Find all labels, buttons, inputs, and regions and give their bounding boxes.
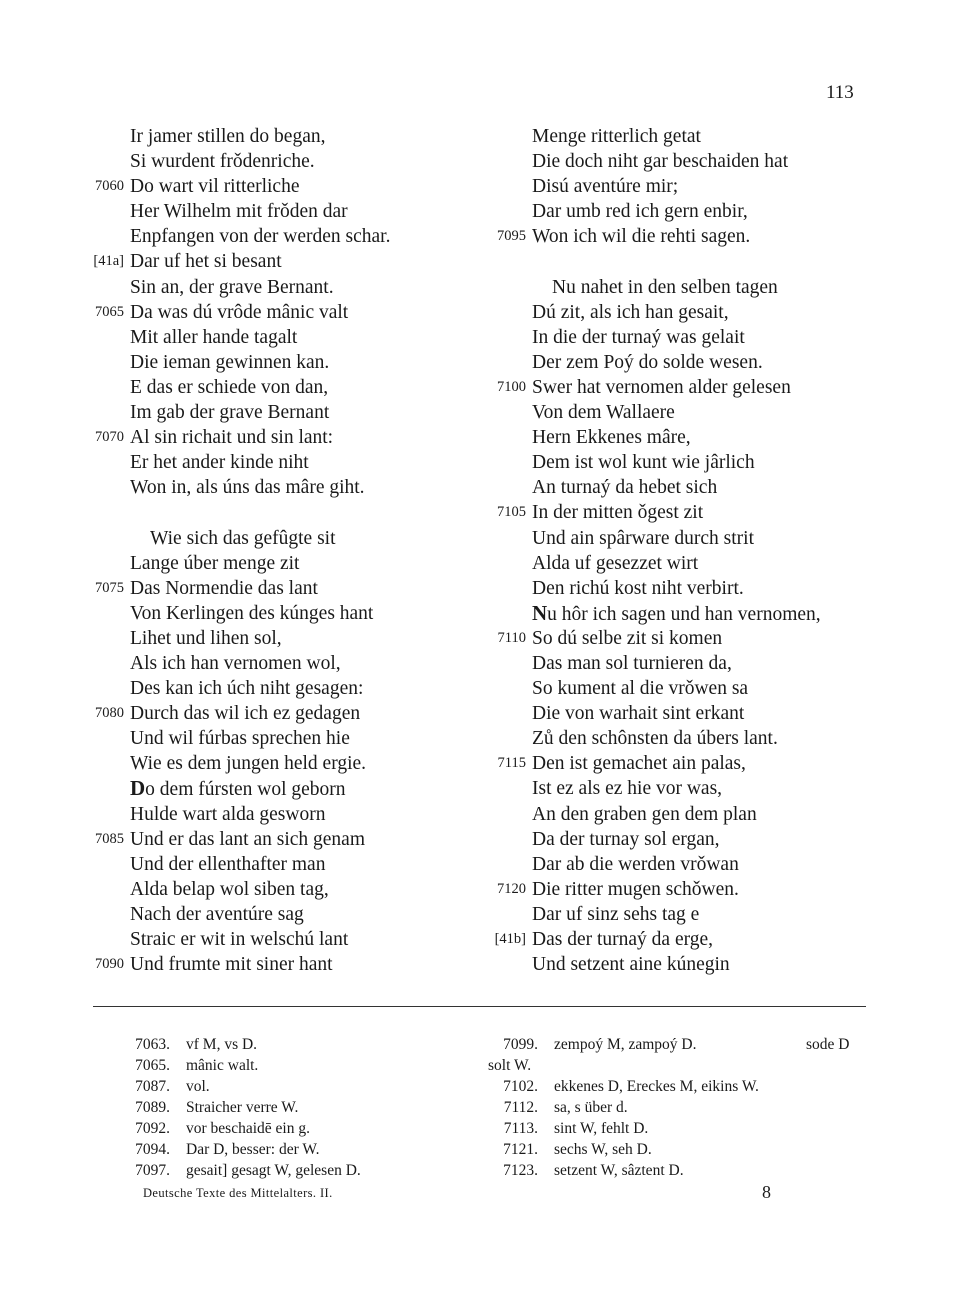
line-number: 7060 bbox=[95, 178, 124, 195]
verse-body: So kument al die vrǒwen sa bbox=[532, 678, 749, 700]
verse-text bbox=[532, 551, 698, 576]
verse-line bbox=[80, 249, 510, 274]
verse-line bbox=[80, 651, 510, 676]
verse-line bbox=[482, 601, 912, 626]
footnote-text: vor beschaidē ein g. bbox=[186, 1120, 310, 1137]
verse-text bbox=[150, 526, 336, 551]
verse-line bbox=[482, 224, 912, 249]
footnote-rule bbox=[93, 1006, 866, 1007]
verse-text bbox=[130, 776, 346, 802]
verse-body: Da der turnay sol ergan, bbox=[532, 828, 720, 850]
verse-body: Won in, als úns das mâre giht. bbox=[130, 477, 365, 499]
verse-body: Nu nahet in den selben tagen bbox=[552, 276, 778, 298]
verse-text bbox=[532, 325, 745, 350]
verse-text bbox=[130, 802, 325, 827]
footnote bbox=[120, 1076, 500, 1097]
verse-body: Straic er wit in welschú lant bbox=[130, 929, 349, 950]
verse-text bbox=[532, 751, 746, 776]
footnote bbox=[488, 1097, 868, 1118]
verse-line bbox=[482, 249, 912, 274]
verse-text bbox=[130, 375, 328, 400]
verse-body: Dar uf sinz sehs tag e bbox=[532, 903, 700, 925]
verse-line bbox=[482, 526, 912, 551]
verse-line bbox=[482, 325, 912, 350]
verse-body: Und wil fúrbas sprechen hie bbox=[130, 728, 350, 750]
verse-line bbox=[80, 827, 510, 852]
verse-body: Von Kerlingen des kúnges hant bbox=[130, 602, 374, 624]
verse-text bbox=[532, 726, 778, 751]
verse-line bbox=[80, 751, 510, 776]
verse-line bbox=[80, 224, 510, 249]
verse-text bbox=[130, 325, 297, 350]
verse-text bbox=[532, 902, 699, 927]
verse-line bbox=[80, 526, 510, 551]
verse-text bbox=[130, 827, 365, 852]
line-number: [41b] bbox=[494, 931, 526, 947]
verse-line bbox=[80, 676, 510, 701]
verse-text bbox=[532, 526, 754, 551]
verse-line bbox=[482, 450, 912, 475]
verse-body: Lihet und lihen sol, bbox=[130, 627, 282, 649]
verse-line bbox=[482, 776, 912, 801]
verse-text bbox=[130, 450, 309, 475]
verse-line bbox=[80, 576, 510, 601]
verse-body: Dú zit, als ich han gesait, bbox=[532, 301, 729, 323]
footnote-text: gesait] gesagt W, gelesen D. bbox=[186, 1162, 361, 1179]
verse-text bbox=[130, 475, 365, 500]
verse-line bbox=[482, 902, 912, 927]
verse-text bbox=[130, 149, 315, 174]
verse-line bbox=[80, 626, 510, 651]
verse-text bbox=[130, 199, 348, 224]
verse-line bbox=[482, 174, 912, 199]
verse-body: Zů den schônsten da úbers lant. bbox=[532, 728, 778, 750]
verse-line bbox=[482, 827, 912, 852]
verse-body: Und setzent aine kúnegin bbox=[532, 954, 730, 976]
verse-line bbox=[482, 375, 912, 400]
verse-body: Und er das lant an sich genam bbox=[130, 828, 366, 850]
verse-initial: N bbox=[532, 600, 548, 625]
verse-initial: D bbox=[130, 776, 146, 801]
notes-left-column bbox=[120, 1034, 500, 1181]
verse-text bbox=[130, 350, 329, 375]
verse-line bbox=[80, 902, 510, 927]
verse-line bbox=[80, 400, 510, 425]
verse-text bbox=[532, 626, 722, 651]
verse-body: Alda belap wol siben tag, bbox=[130, 878, 329, 900]
footnote bbox=[488, 1160, 868, 1181]
line-number: 7115 bbox=[497, 755, 526, 772]
footnote-text: mânic walt. bbox=[186, 1057, 259, 1074]
verse-body: Enpfangen von der werden schar. bbox=[130, 226, 391, 248]
verse-body: Das Normendie das lant bbox=[130, 577, 318, 599]
verse-text bbox=[130, 902, 304, 927]
verse-line bbox=[482, 877, 912, 902]
verse-line bbox=[482, 927, 912, 952]
verse-body: Und der ellenthafter man bbox=[130, 853, 326, 875]
verse-text bbox=[532, 827, 720, 852]
verse-line bbox=[80, 124, 510, 149]
verse-text bbox=[532, 300, 729, 325]
verse-body: An den graben gen dem plan bbox=[532, 803, 757, 825]
footnote-number: 7097. bbox=[135, 1162, 170, 1179]
verse-text bbox=[552, 275, 778, 300]
footnote-text: sa, s über d. bbox=[554, 1099, 628, 1116]
verse-body: Won ich wil die rehti sagen. bbox=[532, 226, 751, 248]
verse-text bbox=[130, 400, 329, 425]
verse-text bbox=[130, 300, 348, 325]
footnote-text: sint W, fehlt D. bbox=[554, 1120, 649, 1137]
footnote-text: zempoý M, zampoý D. bbox=[554, 1036, 697, 1053]
verse-body: In der mitten ǒgest zit bbox=[532, 502, 704, 524]
verse-body: Al sin richait und sin lant: bbox=[130, 427, 334, 449]
verse-line bbox=[482, 701, 912, 726]
verse-text bbox=[532, 651, 732, 676]
verse-text bbox=[130, 676, 363, 701]
verse-text bbox=[532, 475, 717, 500]
verse-text bbox=[130, 751, 366, 776]
verse-text bbox=[532, 701, 744, 726]
footnote-text: sechs W, seh D. bbox=[554, 1141, 652, 1158]
series-title: Deutsche Texte des Mittelalters. II. bbox=[143, 1186, 333, 1200]
signature-mark: 8 bbox=[762, 1182, 771, 1202]
verse-line bbox=[80, 174, 510, 199]
verse-text bbox=[532, 927, 713, 952]
verse-body: Swer hat vernomen alder gelesen bbox=[532, 376, 791, 398]
verse-body: Lange úber menge zit bbox=[130, 552, 300, 574]
footnote bbox=[120, 1097, 500, 1118]
line-number: 7090 bbox=[95, 956, 124, 973]
footnote bbox=[120, 1118, 500, 1139]
line-number: 7100 bbox=[497, 378, 526, 395]
verse-text bbox=[532, 350, 763, 375]
verse-line bbox=[80, 776, 510, 801]
verse-line bbox=[80, 952, 510, 977]
footnote-text: Dar D, besser: der W. bbox=[186, 1141, 320, 1158]
verse-text bbox=[130, 174, 299, 199]
verse-text bbox=[130, 275, 334, 300]
verse-line bbox=[482, 475, 912, 500]
verse-body: Das der turnaý da erge, bbox=[532, 929, 714, 950]
line-number: 7070 bbox=[95, 429, 124, 446]
verse-line bbox=[482, 626, 912, 651]
verse-body: Und ain spârware durch strit bbox=[532, 527, 755, 549]
footnote bbox=[120, 1055, 500, 1076]
verse-body: Der zem Poý do solde wesen. bbox=[532, 351, 763, 373]
verse-body: Wie es dem jungen held ergie. bbox=[130, 753, 367, 775]
verse-line bbox=[482, 425, 912, 450]
verse-line bbox=[482, 199, 912, 224]
verse-body: Menge ritterlich getat bbox=[532, 126, 701, 147]
verse-body: Her Wilhelm mit frǒden dar bbox=[130, 201, 348, 223]
verse-body: Do wart vil ritterliche bbox=[130, 176, 300, 198]
footnote bbox=[120, 1160, 500, 1181]
verse-line bbox=[482, 651, 912, 676]
verse-line bbox=[482, 275, 912, 300]
verse-line bbox=[80, 601, 510, 626]
verse-body: Durch das wil ich ez gedagen bbox=[130, 703, 361, 725]
verse-line bbox=[482, 952, 912, 977]
verse-text bbox=[130, 952, 333, 977]
verse-text bbox=[130, 701, 360, 726]
verse-body: Die von warhait sint erkant bbox=[532, 703, 745, 725]
page-number: 113 bbox=[826, 82, 854, 103]
verse-body: Disú aventúre mir; bbox=[532, 176, 679, 198]
footnote bbox=[488, 1034, 868, 1055]
verse-text bbox=[130, 124, 325, 149]
verse-line bbox=[80, 475, 510, 500]
verse-line bbox=[80, 149, 510, 174]
verse-body: Die doch niht gar beschaiden hat bbox=[532, 151, 789, 173]
verse-line bbox=[482, 124, 912, 149]
verse-text bbox=[532, 224, 750, 249]
verse-text bbox=[532, 450, 755, 475]
verse-line bbox=[80, 425, 510, 450]
verse-text bbox=[532, 400, 675, 425]
footnote-text: vol. bbox=[186, 1078, 210, 1095]
verse-line bbox=[80, 852, 510, 877]
line-number: 7095 bbox=[497, 228, 526, 245]
verse-text bbox=[532, 802, 757, 827]
footnote bbox=[488, 1139, 868, 1160]
verse-text bbox=[130, 852, 325, 877]
footnote-number: 7112. bbox=[503, 1099, 538, 1116]
verse-line bbox=[482, 751, 912, 776]
footnote bbox=[488, 1076, 868, 1097]
verse-line bbox=[80, 551, 510, 576]
verse-body: Den richú kost niht verbirt. bbox=[532, 577, 744, 599]
verse-line bbox=[80, 199, 510, 224]
verse-body: Hulde wart alda gesworn bbox=[130, 803, 326, 825]
verse-line bbox=[80, 450, 510, 475]
verse-body: Den ist gemachet ain palas, bbox=[532, 753, 746, 775]
verse-line bbox=[482, 300, 912, 325]
verse-body: Von dem Wallaere bbox=[532, 402, 675, 424]
verse-body: Wie sich das gefûgte sit bbox=[150, 527, 336, 549]
line-number: 7120 bbox=[497, 880, 526, 897]
verse-line bbox=[80, 877, 510, 902]
line-number: 7105 bbox=[497, 504, 526, 521]
verse-text bbox=[532, 199, 748, 224]
verse-line bbox=[80, 701, 510, 726]
verse-line bbox=[482, 676, 912, 701]
footnote bbox=[488, 1118, 868, 1139]
verse-line bbox=[80, 300, 510, 325]
verse-body: o dem fúrsten wol geborn bbox=[145, 779, 346, 801]
footnote-text: ekkenes D, Ereckes M, eikins W. bbox=[554, 1078, 759, 1095]
verse-text bbox=[532, 576, 744, 601]
verse-body: Mit aller hande tagalt bbox=[130, 326, 298, 348]
verse-line bbox=[80, 927, 510, 952]
verse-text bbox=[130, 576, 318, 601]
verse-line bbox=[80, 325, 510, 350]
verse-body: Alda uf gesezzet wirt bbox=[532, 552, 699, 574]
verse-text bbox=[532, 425, 691, 450]
verse-line bbox=[482, 726, 912, 751]
verse-body: An turnaý da hebet sich bbox=[532, 477, 718, 499]
line-number: 7075 bbox=[95, 579, 124, 596]
verse-body: Als ich han vernomen wol, bbox=[130, 652, 341, 674]
verse-line bbox=[482, 551, 912, 576]
verse-body: Und frumte mit siner hant bbox=[130, 954, 333, 976]
verse-text bbox=[130, 601, 373, 626]
verse-body: Das man sol turnieren da, bbox=[532, 652, 732, 674]
verse-body: E das er schiede von dan, bbox=[130, 376, 329, 398]
verse-body: So dú selbe zit si komen bbox=[532, 627, 723, 649]
verse-body: Da was dú vrôde mânic valt bbox=[130, 301, 349, 323]
verse-text bbox=[532, 500, 703, 525]
verse-body: In die der turnaý was gelait bbox=[532, 326, 745, 348]
verse-text bbox=[532, 149, 788, 174]
verse-text bbox=[130, 249, 282, 274]
verse-text bbox=[130, 551, 299, 576]
verse-line bbox=[482, 852, 912, 877]
verse-line bbox=[80, 726, 510, 751]
notes-right-column bbox=[488, 1034, 868, 1181]
footnote-number: 7123. bbox=[503, 1162, 538, 1179]
verse-body: Nach der aventúre sag bbox=[130, 903, 304, 925]
footnote-number: 7102. bbox=[503, 1078, 538, 1095]
verse-line bbox=[80, 500, 510, 525]
verse-body: Ir jamer stillen do began, bbox=[130, 126, 326, 147]
verse-text bbox=[130, 927, 348, 952]
footnote-number: 7089. bbox=[135, 1099, 170, 1116]
footnote-text: Straicher verre W. bbox=[186, 1099, 299, 1116]
footnote-number: 7065. bbox=[135, 1057, 170, 1074]
right-verse-column bbox=[482, 124, 912, 977]
footnote-number: 7087. bbox=[135, 1078, 170, 1095]
verse-text bbox=[532, 375, 791, 400]
verse-body: u hôr ich sagen und han vernomen, bbox=[547, 603, 821, 625]
verse-text bbox=[130, 224, 390, 249]
verse-text bbox=[532, 124, 701, 149]
verse-line bbox=[482, 149, 912, 174]
verse-line bbox=[482, 802, 912, 827]
line-number: 7080 bbox=[95, 705, 124, 722]
verse-text bbox=[532, 776, 722, 801]
verse-text bbox=[130, 877, 329, 902]
verse-line bbox=[80, 275, 510, 300]
verse-text bbox=[130, 425, 333, 450]
verse-text bbox=[532, 952, 730, 977]
verse-body: Hern Ekkenes mâre, bbox=[532, 427, 691, 449]
verse-line bbox=[482, 350, 912, 375]
footnote-text: setzent W, sâztent D. bbox=[554, 1162, 684, 1179]
verse-body: Des kan ich úch niht gesagen: bbox=[130, 678, 364, 700]
verse-line bbox=[80, 375, 510, 400]
verse-body: Im gab der grave Bernant bbox=[130, 402, 330, 424]
verse-text bbox=[532, 601, 821, 627]
verse-body: Dem ist wol kunt wie jârlich bbox=[532, 452, 755, 474]
verse-body: Si wurdent frǒdenriche. bbox=[130, 151, 315, 173]
line-number: 7065 bbox=[95, 303, 124, 320]
verse-body: Dar umb red ich gern enbir, bbox=[532, 201, 748, 223]
verse-body: Die ieman gewinnen kan. bbox=[130, 351, 330, 373]
verse-text bbox=[532, 877, 739, 902]
footnote-text: vf M, vs D. bbox=[186, 1036, 258, 1053]
verse-text bbox=[130, 726, 350, 751]
verse-text bbox=[532, 852, 739, 877]
verse-text bbox=[532, 174, 678, 199]
verse-line bbox=[80, 350, 510, 375]
footnote-number: 7063. bbox=[135, 1036, 170, 1053]
verse-body: Die ritter mugen schǒwen. bbox=[532, 878, 739, 900]
verse-body: Er het ander kinde niht bbox=[130, 452, 309, 474]
footnote-extra: sode D bbox=[806, 1036, 850, 1053]
line-number: 7085 bbox=[95, 830, 124, 847]
line-number: [41a] bbox=[93, 253, 124, 270]
verse-text bbox=[130, 626, 282, 651]
footnote-text: solt W. bbox=[488, 1057, 532, 1074]
verse-body: Dar ab die werden vrǒwan bbox=[532, 853, 739, 875]
footnote-number: 7094. bbox=[135, 1141, 170, 1158]
verse-body: Ist ez als ez hie vor was, bbox=[532, 778, 723, 800]
verse-body: Sin an, der grave Bernant. bbox=[130, 276, 334, 298]
footnote bbox=[120, 1139, 500, 1160]
footnote-number: 7099. bbox=[503, 1036, 538, 1053]
verse-body: Dar uf het si besant bbox=[130, 251, 282, 273]
footnote bbox=[488, 1055, 868, 1076]
footnote bbox=[120, 1034, 500, 1055]
footnote-number: 7113. bbox=[503, 1120, 538, 1137]
verse-line bbox=[482, 500, 912, 525]
verse-text bbox=[130, 651, 341, 676]
verse-text bbox=[532, 676, 748, 701]
footnote-number: 7121. bbox=[503, 1141, 538, 1158]
verse-line bbox=[80, 802, 510, 827]
footnote-number: 7092. bbox=[135, 1120, 170, 1137]
verse-line bbox=[482, 576, 912, 601]
verse-line bbox=[482, 400, 912, 425]
line-number: 7110 bbox=[497, 629, 526, 646]
left-verse-column bbox=[80, 124, 510, 977]
